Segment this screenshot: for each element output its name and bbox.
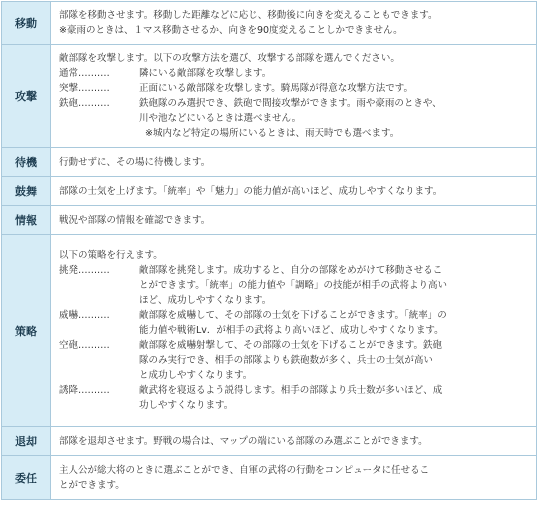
sub-text-cont: と成功しやすくなります。 — [139, 370, 253, 381]
sub-label: 挑発‥‥‥‥‥ — [59, 265, 110, 276]
sub-text: 敵武将を寝返るよう説得します。相手の部隊より兵士数が多いほど、成 — [139, 385, 443, 396]
sub-label: 誘降‥‥‥‥‥ — [59, 385, 110, 396]
row-desc-wait — [51, 148, 537, 177]
row-desc-stratagem — [51, 235, 537, 427]
row-desc-attack — [51, 45, 537, 148]
row-label-retreat: 退却 — [2, 427, 51, 456]
row-desc-info — [51, 206, 537, 235]
attack-item-normal — [59, 66, 530, 81]
row-desc-delegate — [51, 456, 537, 500]
desc-line: 行動せずに、その場に待機します。 — [59, 156, 211, 168]
sub-text-cont: とができます。「統率」の能力値や「調略」の技能が相手の武将より高い — [139, 280, 447, 291]
desc-line: 部隊を移動させます。移動した距離などに応じ、移動後に向きを変えることもできます。 — [59, 10, 438, 21]
table-row — [2, 206, 537, 235]
desc-line: 戦況や部隊の情報を確認できます。 — [59, 214, 211, 226]
desc-line: とができます。 — [59, 479, 125, 491]
sub-text: 敵部隊を威嚇して、その部隊の士気を下げることができます。「統率」の — [139, 310, 447, 321]
row-label-move: 移動 — [2, 2, 51, 45]
sub-text-cont: 能力値や戦術Lv．が相手の武将より高いほど、成功しやすくなります。 — [139, 325, 444, 336]
desc-line: 部隊の士気を上げます。「統率」や「魅力」の能力値が高いほど、成功しやすくなります。 — [59, 185, 443, 197]
sub-label: 突撃‥‥‥‥‥ — [59, 83, 110, 94]
row-desc-move — [51, 2, 537, 45]
sub-text: 敵部隊を威嚇射撃して、その部隊の士気を下げることができます。鉄砲 — [139, 340, 443, 351]
desc-line: ※豪雨のときは、１マス移動させるか、向きを90度変えることしかできません。 — [59, 25, 403, 36]
row-label-delegate: 委任 — [2, 456, 51, 500]
sub-text: 敵部隊を挑発します。成功すると、自分の部隊をめがけて移動させるこ — [139, 265, 443, 276]
sub-text-cont: 川や池などにいるときは選べません。 — [139, 113, 302, 124]
table-row — [2, 148, 537, 177]
row-desc-encourage — [51, 177, 537, 206]
row-label-wait: 待機 — [2, 148, 51, 177]
attack-item-gun — [59, 96, 530, 111]
stratagem-item-intimidate — [59, 308, 530, 323]
stratagem-item-blank-shot — [59, 338, 530, 353]
desc-intro: 敵部隊を攻撃します。以下の攻撃方法を選び、攻撃する部隊を選んでください。 — [59, 53, 400, 64]
sub-text: 鉄砲隊のみ選択でき、鉄砲で間接攻撃ができます。雨や豪雨のときや、 — [139, 98, 442, 109]
sub-text-cont: ほど、成功しやすくなります。 — [139, 295, 272, 306]
table-row — [2, 456, 537, 500]
sub-text: 正面にいる敵部隊を攻撃します。騎馬隊が得意な攻撃方法です。 — [139, 83, 413, 94]
sub-label: 鉄砲‥‥‥‥‥ — [59, 98, 110, 109]
sub-text-cont: 功しやすくなります。 — [139, 400, 234, 411]
table-row — [2, 235, 537, 427]
row-label-stratagem: 策略 — [2, 235, 51, 427]
attack-note: ※城内など特定の場所にいるときは、雨天時でも選べます。 — [145, 128, 400, 139]
row-desc-retreat — [51, 427, 537, 456]
sub-label: 威嚇‥‥‥‥‥ — [59, 310, 110, 321]
row-label-attack: 攻撃 — [2, 45, 51, 148]
attack-item-charge — [59, 81, 530, 96]
desc-intro: 以下の策略を行えます。 — [59, 250, 163, 261]
row-label-info: 情報 — [2, 206, 51, 235]
command-table — [1, 1, 537, 500]
table-row — [2, 427, 537, 456]
table-row — [2, 2, 537, 45]
sub-text-cont: 隊のみ実行でき、相手の部隊よりも鉄砲数が多く、兵士の士気が高い — [139, 355, 433, 366]
desc-line: 主人公が総大将のときに選ぶことができ、自軍の武将の行動をコンピュータに任せるこ — [59, 464, 430, 476]
desc-line: 部隊を退却させます。野戦の場合は、マップの端にいる部隊のみ選ぶことができます。 — [59, 435, 428, 447]
sub-label: 通常‥‥‥‥‥ — [59, 68, 110, 79]
stratagem-item-provoke — [59, 263, 530, 278]
row-label-encourage: 鼓舞 — [2, 177, 51, 206]
table-row — [2, 177, 537, 206]
sub-label: 空砲‥‥‥‥‥ — [59, 340, 110, 351]
table-row — [2, 45, 537, 148]
sub-text: 隣にいる敵部隊を攻撃します。 — [139, 68, 272, 79]
stratagem-item-lure — [59, 383, 530, 398]
